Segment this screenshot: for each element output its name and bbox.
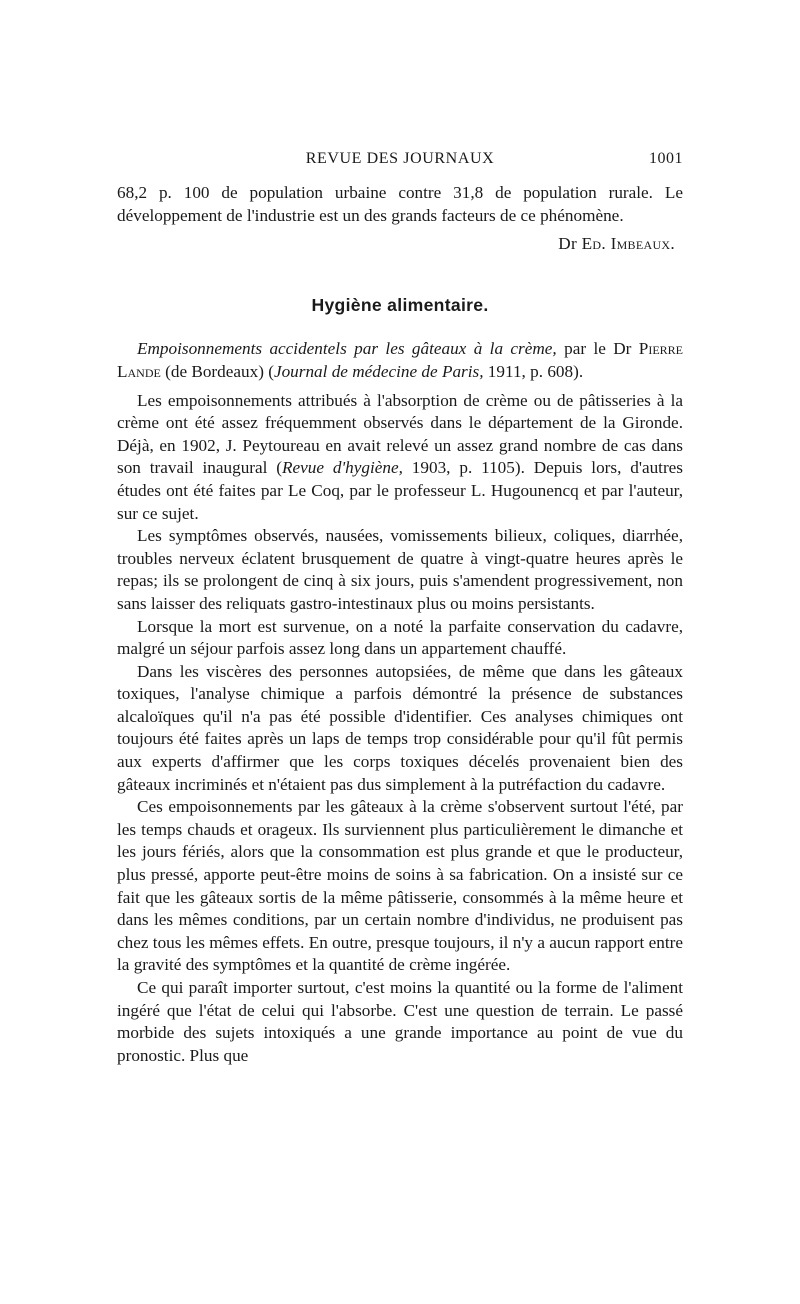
section-heading: Hygiène alimentaire. — [311, 294, 489, 315]
signature — [117, 233, 675, 256]
body-paragraph-5: Ces empoisonnements par les gâteaux à la crème s'observent surtout l'été, par les temps chauds et orageux. Ils surviennent plus particulièrement le dimanche et les jours fériés, alors que la consommation est plus grande et que le producteur, plus pressé, apporte peut-être moins de soins à sa fabrication. On a insisté sur ce fait que les gâteaux sortis de la même pâtisserie, consommés à la même heure et dans les mêmes conditions, par un certain nombre d'individus, ne produisent pas chez tous les mêmes effets. En outre, presque toujours, il n'y a aucun rapport entre la gravité des symptômes et la quantité de crème ingérée. — [117, 797, 683, 975]
body-paragraph-6: Ce qui paraît importer surtout, c'est moins la quantité ou la forme de l'aliment ingéré que l'état de celui qui l'absorbe. C'est une question de terrain. Le passé morbide des sujets intoxiqués a une grande importance au point de vue du pronostic. Plus que — [117, 978, 683, 1065]
paragraph-1-text-b: 1903, p. 1105). Depuis lors, d'autres études ont été faites par Le Coq, par le professeur L. Hugounencq et par l'auteur, sur ce sujet. — [117, 458, 683, 523]
intro-paragraph: 68,2 p. 100 de population urbaine contre 31,8 de population rurale. Le développement de l'industrie est un des grands facteurs de ce phénomène. — [117, 183, 683, 225]
journal-open-paren: ( — [268, 361, 274, 381]
paragraph-1-text-a: Les empoisonnements attribués à l'absorption de crème ou de pâtisseries à la crème ont été assez fréquemment observés dans le département de la Gironde. Déjà, en 1902, J. Peytoureau en avait relevé un assez grand nombre de cas dans son travail inaugural ( — [117, 390, 683, 478]
signature-prefix: Dr — [558, 234, 577, 254]
running-title: REVUE DES JOURNAUX — [305, 150, 495, 167]
paragraph-1-journal: Revue d'hygiène, — [282, 458, 403, 478]
article-title: Empoisonnements accidentels par les gâteaux à la crème, — [137, 339, 557, 359]
signature-name: Ed. Imbeaux. — [581, 234, 675, 254]
page-number: 1001 — [649, 150, 683, 167]
author-name: Pierre Lande — [117, 339, 684, 381]
running-header — [117, 148, 683, 174]
author-affiliation: (de Bordeaux) — [165, 361, 264, 381]
body-paragraph-4: Dans les viscères des personnes autopsiées, de même que dans les gâteaux toxiques, l'analyse chimique a parfois démontré la présence de substances alcaloïques qu'il n'a pas été possible d'identifier. Ces analyses chimiques ont toujours été faites après un laps de temps trop considérable pour qu'il fût permis aux experts d'affirmer que les corps toxiques décelés provenaient bien des gâteaux incriminés et n'étaient pas dus simplement à la putréfaction du cadavre. — [117, 661, 683, 794]
author-prefix: Dr — [613, 339, 632, 359]
article-citation — [117, 338, 683, 383]
citation-by: par le — [564, 339, 606, 359]
body-paragraph-1 — [117, 390, 683, 526]
body-paragraph-3: Lorsque la mort est survenue, on a noté la parfaite conservation du cadavre, malgré un séjour parfois assez long dans un appartement chauffé. — [117, 616, 683, 659]
journal-page — [117, 148, 683, 1067]
citation-details: 1911, p. 608). — [487, 361, 584, 381]
journal-name: Journal de médecine de Paris, — [273, 361, 484, 381]
body-paragraph-2: Les symptômes observés, nausées, vomissements bilieux, coliques, diarrhée, troubles nerveux éclatent brusquement de quatre à vingt-quatre heures après le repas; ils se prolongent de cinq à six jours, puis s'amendent progressivement, non sans laisser des reliquats gastro-intestinaux plus ou moins persistants. — [117, 526, 683, 613]
